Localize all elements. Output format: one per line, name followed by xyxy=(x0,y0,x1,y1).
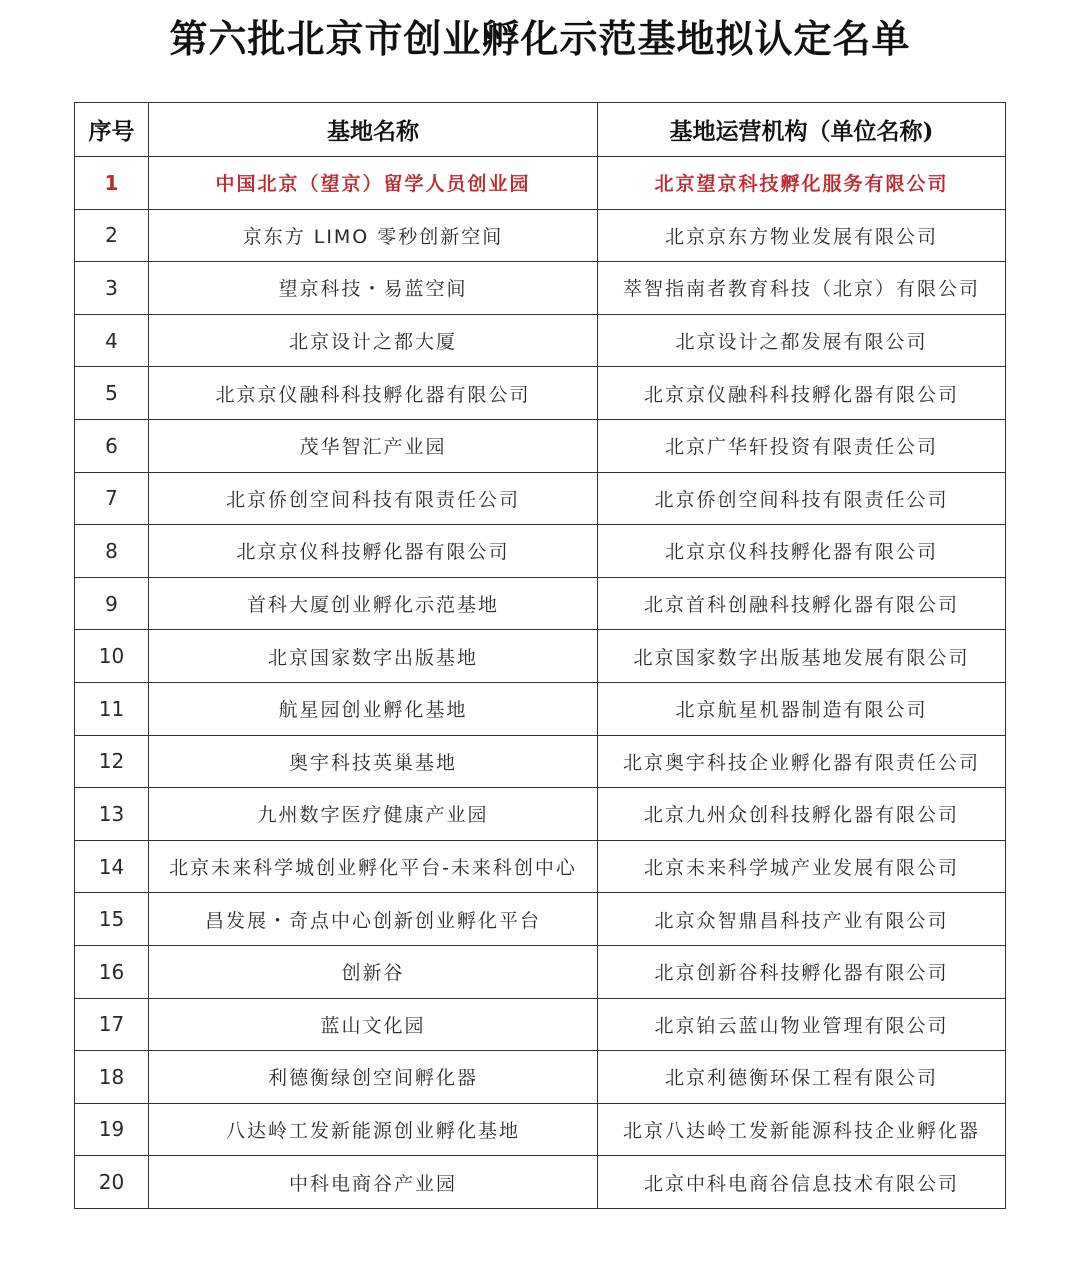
cell-base-name: 首科大厦创业孵化示范基地 xyxy=(149,577,598,630)
cell-base-name: 九州数字医疗健康产业园 xyxy=(149,788,598,841)
cell-base-name: 北京京仪融科科技孵化器有限公司 xyxy=(149,367,598,420)
cell-base-name: 北京京仪科技孵化器有限公司 xyxy=(149,525,598,578)
cell-operating-org: 北京广华轩投资有限责任公司 xyxy=(598,419,1006,472)
cell-base-name: 中国北京（望京）留学人员创业园 xyxy=(149,157,598,210)
cell-serial-number: 13 xyxy=(75,788,149,841)
table-header-row xyxy=(75,103,1006,157)
cell-base-name: 北京设计之都大厦 xyxy=(149,314,598,367)
cell-base-name: 望京科技・易蓝空间 xyxy=(149,262,598,315)
cell-base-name: 中科电商谷产业园 xyxy=(149,1156,598,1209)
cell-serial-number: 16 xyxy=(75,945,149,998)
header-base-name: 基地名称 xyxy=(149,103,598,157)
table-row xyxy=(75,1103,1006,1156)
cell-serial-number: 9 xyxy=(75,577,149,630)
cell-operating-org: 北京首科创融科技孵化器有限公司 xyxy=(598,577,1006,630)
table-row xyxy=(75,893,1006,946)
cell-operating-org: 北京航星机器制造有限公司 xyxy=(598,682,1006,735)
table-row xyxy=(75,367,1006,420)
table-row xyxy=(75,157,1006,210)
cell-operating-org: 北京望京科技孵化服务有限公司 xyxy=(598,157,1006,210)
cell-serial-number: 3 xyxy=(75,262,149,315)
table-row xyxy=(75,525,1006,578)
base-list-table xyxy=(74,102,1006,1209)
cell-serial-number: 19 xyxy=(75,1103,149,1156)
cell-base-name: 北京未来科学城创业孵化平台-未来科创中心 xyxy=(149,840,598,893)
table-row xyxy=(75,840,1006,893)
table-row xyxy=(75,630,1006,683)
cell-operating-org: 北京八达岭工发新能源科技企业孵化器 xyxy=(598,1103,1006,1156)
header-serial-number: 序号 xyxy=(75,103,149,157)
cell-base-name: 八达岭工发新能源创业孵化基地 xyxy=(149,1103,598,1156)
cell-serial-number: 1 xyxy=(75,157,149,210)
table-row xyxy=(75,945,1006,998)
table-body xyxy=(75,157,1006,1209)
document-title: 第六批北京市创业孵化示范基地拟认定名单 xyxy=(169,16,911,61)
cell-base-name: 昌发展・奇点中心创新创业孵化平台 xyxy=(149,893,598,946)
table-row xyxy=(75,577,1006,630)
cell-serial-number: 15 xyxy=(75,893,149,946)
cell-operating-org: 北京利德衡环保工程有限公司 xyxy=(598,1051,1006,1104)
table-row xyxy=(75,314,1006,367)
cell-operating-org: 北京创新谷科技孵化器有限公司 xyxy=(598,945,1006,998)
cell-serial-number: 4 xyxy=(75,314,149,367)
table-row xyxy=(75,682,1006,735)
table-row xyxy=(75,1051,1006,1104)
cell-operating-org: 北京未来科学城产业发展有限公司 xyxy=(598,840,1006,893)
cell-operating-org: 北京国家数字出版基地发展有限公司 xyxy=(598,630,1006,683)
cell-base-name: 创新谷 xyxy=(149,945,598,998)
table-row xyxy=(75,998,1006,1051)
table-row xyxy=(75,419,1006,472)
header-operating-org: 基地运营机构（单位名称) xyxy=(598,103,1006,157)
table-row xyxy=(75,209,1006,262)
cell-base-name: 北京侨创空间科技有限责任公司 xyxy=(149,472,598,525)
table-row xyxy=(75,1156,1006,1209)
cell-serial-number: 11 xyxy=(75,682,149,735)
cell-operating-org: 北京奥宇科技企业孵化器有限责任公司 xyxy=(598,735,1006,788)
cell-base-name: 茂华智汇产业园 xyxy=(149,419,598,472)
cell-operating-org: 北京京仪融科科技孵化器有限公司 xyxy=(598,367,1006,420)
cell-base-name: 北京国家数字出版基地 xyxy=(149,630,598,683)
cell-serial-number: 8 xyxy=(75,525,149,578)
cell-operating-org: 北京设计之都发展有限公司 xyxy=(598,314,1006,367)
cell-serial-number: 10 xyxy=(75,630,149,683)
cell-serial-number: 5 xyxy=(75,367,149,420)
cell-operating-org: 北京侨创空间科技有限责任公司 xyxy=(598,472,1006,525)
cell-operating-org: 北京京仪科技孵化器有限公司 xyxy=(598,525,1006,578)
cell-serial-number: 14 xyxy=(75,840,149,893)
cell-serial-number: 2 xyxy=(75,209,149,262)
table-row xyxy=(75,788,1006,841)
table-row xyxy=(75,735,1006,788)
cell-serial-number: 6 xyxy=(75,419,149,472)
cell-operating-org: 北京众智鼎昌科技产业有限公司 xyxy=(598,893,1006,946)
cell-operating-org: 北京九州众创科技孵化器有限公司 xyxy=(598,788,1006,841)
cell-operating-org: 北京铂云蓝山物业管理有限公司 xyxy=(598,998,1006,1051)
cell-serial-number: 7 xyxy=(75,472,149,525)
cell-base-name: 京东方 LIMO 零秒创新空间 xyxy=(149,209,598,262)
cell-base-name: 航星园创业孵化基地 xyxy=(149,682,598,735)
table-row xyxy=(75,262,1006,315)
cell-operating-org: 萃智指南者教育科技（北京）有限公司 xyxy=(598,262,1006,315)
cell-serial-number: 12 xyxy=(75,735,149,788)
cell-base-name: 奥宇科技英巢基地 xyxy=(149,735,598,788)
cell-operating-org: 北京京东方物业发展有限公司 xyxy=(598,209,1006,262)
cell-serial-number: 18 xyxy=(75,1051,149,1104)
cell-base-name: 利德衡绿创空间孵化器 xyxy=(149,1051,598,1104)
cell-operating-org: 北京中科电商谷信息技术有限公司 xyxy=(598,1156,1006,1209)
table-row xyxy=(75,472,1006,525)
cell-base-name: 蓝山文化园 xyxy=(149,998,598,1051)
cell-serial-number: 20 xyxy=(75,1156,149,1209)
cell-serial-number: 17 xyxy=(75,998,149,1051)
